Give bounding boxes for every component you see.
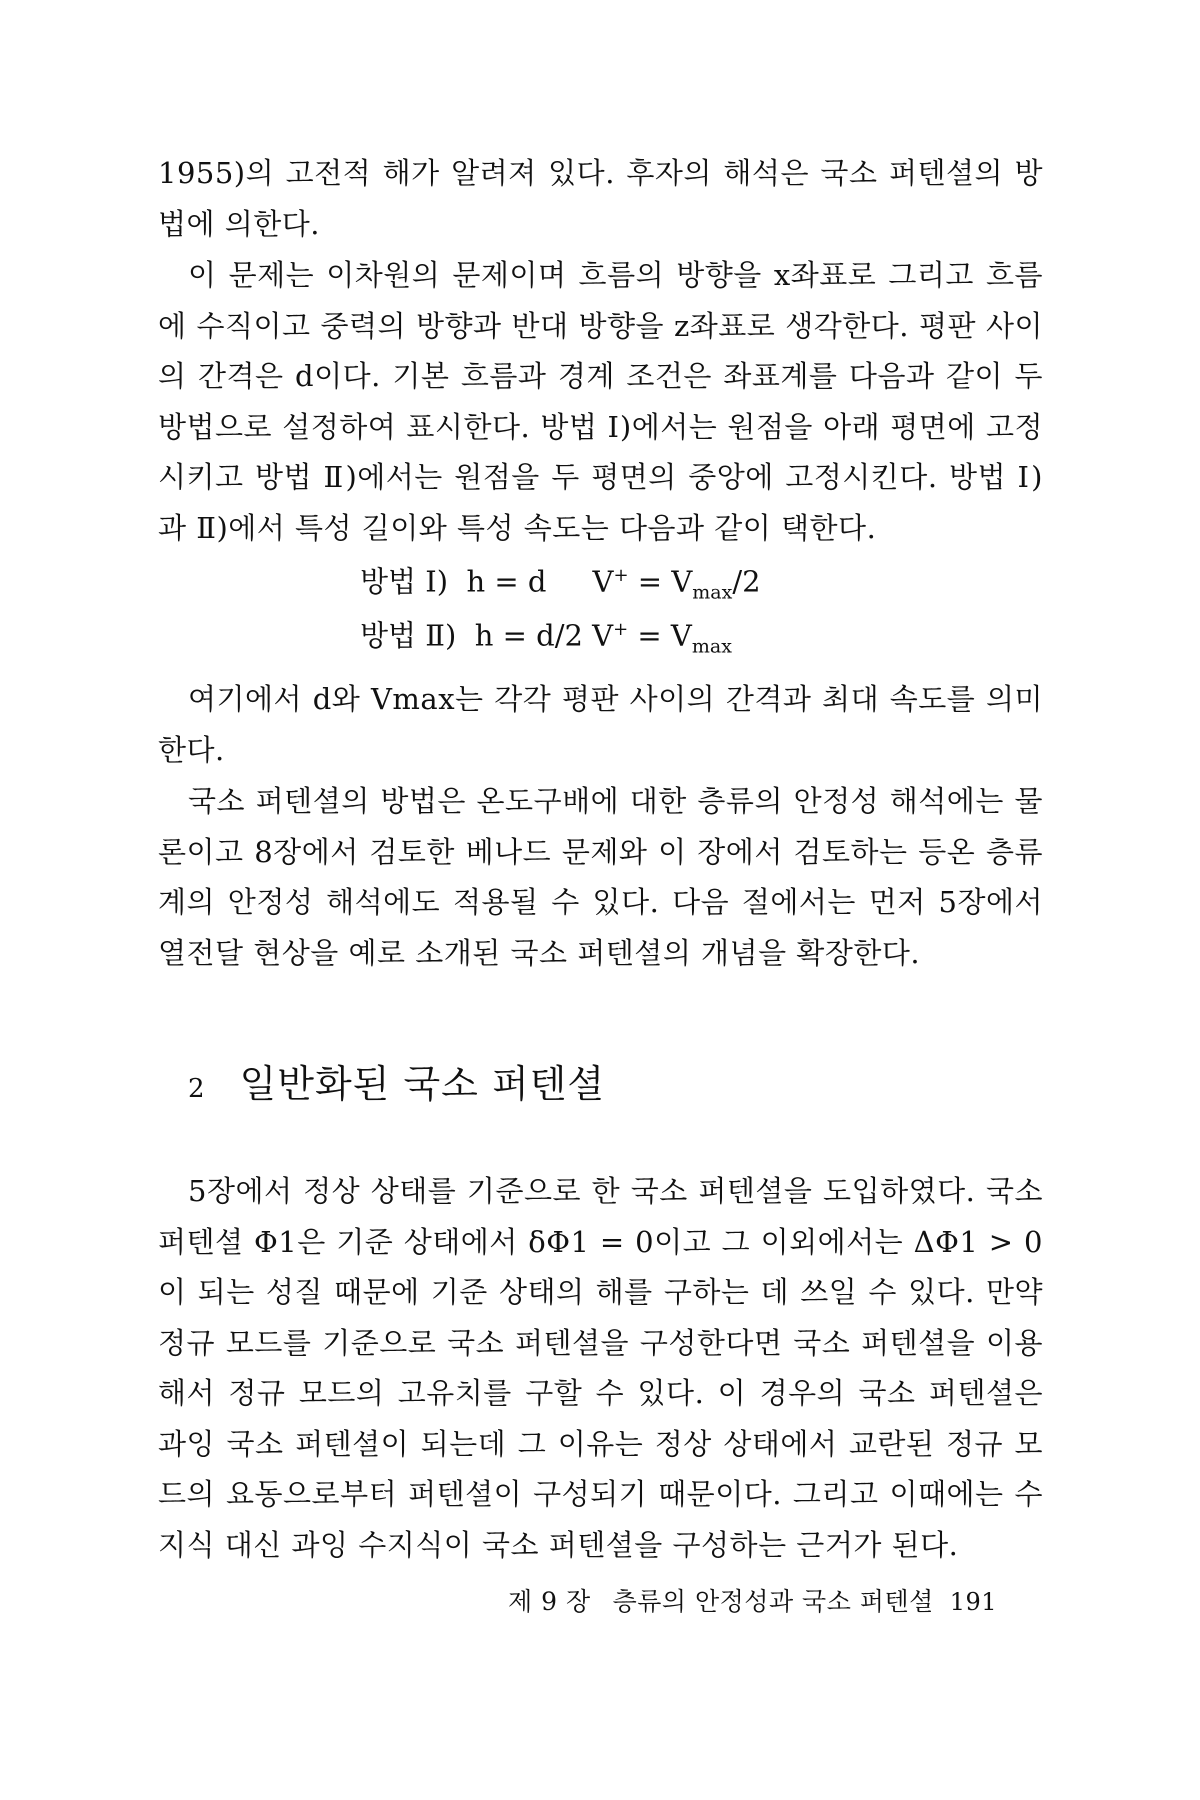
formula-method-label: 방법 Ⅱ) bbox=[360, 618, 457, 653]
running-footer bbox=[508, 1582, 997, 1622]
paragraph-text: 국소 퍼텐셜의 방법은 온도구배에 대한 층류의 안정성 해석에는 물론이고 8장에서 검토한 베나드 문제와 이 장에서 검토하는 등온 층류계의 안정성 해석에도 적용될 수 있다. 다음 절에서는 먼저 5장에서 열전달 현상을 예로 소개된 국소 퍼텐셜의 개념을 확장한다. bbox=[158, 784, 1043, 970]
section-title: 일반화된 국소 퍼텐셜 bbox=[239, 1062, 606, 1106]
paragraph-text: 이 문제는 이차원의 문제이며 흐름의 방향을 x좌표로 그리고 흐름에 수직이고 중력의 방향과 반대 방향을 z좌표로 생각한다. 평판 사이의 간격은 d이다. 기본 흐름과 경계 조건은 좌표계를 다음과 같이 두 방법으로 설정하여 표시한다. 방법 Ⅰ)에서는 원점을 아래 평면에 고정시키고 방법 Ⅱ)에서는 원점을 두 평면의 중앙에 고정시킨다. 방법 Ⅰ)과 Ⅱ)에서 특성 길이와 특성 속도는 다음과 같이 택한다. bbox=[158, 258, 1043, 545]
formula-v-sup: + bbox=[613, 565, 629, 586]
formula-v-sub: max bbox=[691, 635, 732, 658]
footer-chapter: 제 9 장 bbox=[508, 1587, 591, 1616]
section-number: 2 bbox=[188, 1074, 206, 1104]
formula-v-tail: /2 bbox=[732, 564, 761, 599]
formula-v-lhs: V bbox=[592, 618, 614, 653]
paragraph-text: 5장에서 정상 상태를 기준으로 한 국소 퍼텐셜을 도입하였다. 국소퍼텐셜 Φ1은 기준 상태에서 δΦ1 = 0이고 그 이외에서는 ΔΦ1 > 0이 되는 성질 때문에 기준 상태의 해를 구하는 데 쓰일 수 있다. 만약 정규 모드를 기준으로 국소 퍼텐셜을 구성한다면 국소 퍼텐셜을 이용해서 정규 모드의 고유치를 구할 수 있다. 이 경우의 국소 퍼텐셜은 과잉 국소 퍼텐셜이 되는데 그 이유는 정상 상태에서 교란된 정규 모드의 요동으로부터 퍼텐셜이 구성되기 때문이다. 그리고 이때에는 수지식 대신 과잉 수지식이 국소 퍼텐셜을 구성하는 근거가 된다. bbox=[158, 1174, 1043, 1562]
footer-title: 층류의 안정성과 국소 퍼텐셜 bbox=[612, 1587, 934, 1616]
paragraph-problem-setup bbox=[158, 250, 1043, 553]
formula-v-sub: max bbox=[692, 581, 733, 604]
formula-method-label: 방법 Ⅰ) bbox=[360, 564, 449, 599]
formula-h-expression: h = d/2 bbox=[474, 618, 583, 653]
formula-h-expression: h = d bbox=[466, 564, 547, 599]
section-heading bbox=[188, 1054, 605, 1119]
formula-method-2 bbox=[360, 604, 732, 672]
paragraph-definition bbox=[158, 674, 1043, 775]
formula-v-eq: = V bbox=[628, 618, 692, 653]
formula-v-sup: + bbox=[613, 619, 629, 640]
paragraph-generalized-potential bbox=[158, 1166, 1043, 1570]
formula-v-lhs: V bbox=[592, 564, 614, 599]
page-number: 191 bbox=[949, 1588, 998, 1616]
paragraph-text: 1955)의 고전적 해가 알려져 있다. 후자의 해석은 국소 퍼텐셜의 방법에 의한다. bbox=[158, 156, 1043, 241]
paragraph-local-potential-method bbox=[158, 776, 1043, 978]
formula-v-eq: = V bbox=[628, 564, 693, 599]
paragraph-text: 여기에서 d와 Vmax는 각각 평판 사이의 간격과 최대 속도를 의미한다. bbox=[158, 682, 1043, 767]
paragraph-continuation bbox=[158, 148, 1043, 249]
